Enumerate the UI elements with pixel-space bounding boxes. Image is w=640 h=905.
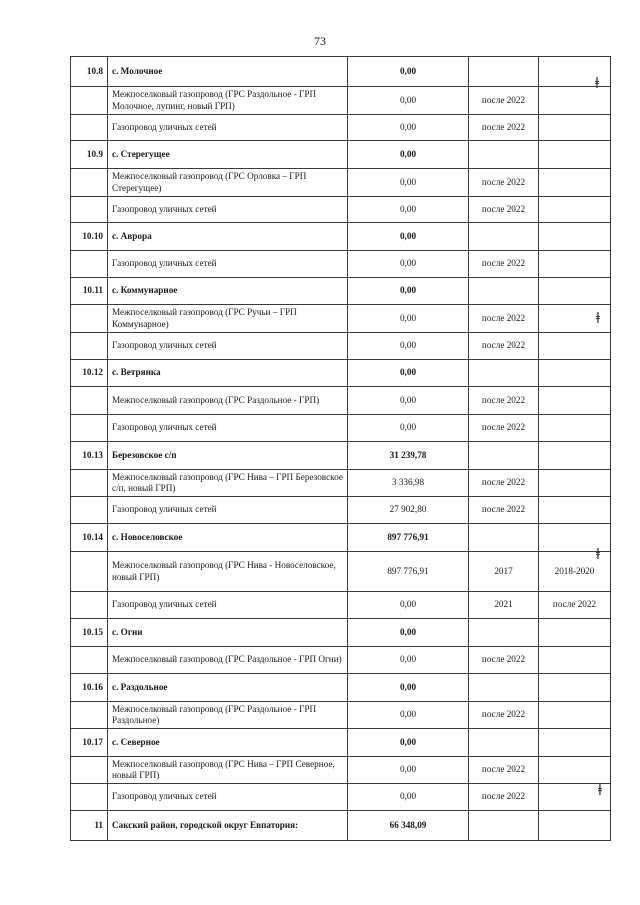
row-name: Газопровод уличных сетей xyxy=(108,333,348,360)
row-name: Газопровод уличных сетей xyxy=(108,784,348,811)
row-year-end xyxy=(539,497,611,524)
row-year-start: после 2022 xyxy=(469,497,539,524)
row-year-end xyxy=(539,169,611,197)
row-value: 0,00 xyxy=(348,141,469,169)
row-number xyxy=(71,197,108,223)
row-year-start: после 2022 xyxy=(469,251,539,278)
row-value: 0,00 xyxy=(348,87,469,115)
row-value: 0,00 xyxy=(348,57,469,87)
row-year-end xyxy=(539,647,611,674)
row-value: 0,00 xyxy=(348,674,469,702)
row-name: Березовское с/п xyxy=(108,442,348,470)
row-name: Газопровод уличных сетей xyxy=(108,497,348,524)
row-number: 10.15 xyxy=(71,619,108,647)
row-year-start: после 2022 xyxy=(469,115,539,141)
row-number xyxy=(71,552,108,592)
table-row xyxy=(71,674,611,702)
row-name: Межпоселковый газопровод (ГРС Орловка – ГРП Стерегущее) xyxy=(108,169,348,197)
row-year-end xyxy=(539,87,611,115)
table-row xyxy=(71,497,611,524)
table-row xyxy=(71,552,611,592)
row-year-start: после 2022 xyxy=(469,702,539,729)
row-number xyxy=(71,87,108,115)
row-year-start xyxy=(469,223,539,251)
row-name: с. Новоселовское xyxy=(108,524,348,552)
row-value: 27 902,80 xyxy=(348,497,469,524)
row-number: 10.8 xyxy=(71,57,108,87)
row-number xyxy=(71,702,108,729)
row-year-end xyxy=(539,757,611,784)
row-name: Межпоселковый газопровод (ГРС Нива - Новоселовское, новый ГРП) xyxy=(108,552,348,592)
table-row xyxy=(71,811,611,841)
row-name: с. Стерегущее xyxy=(108,141,348,169)
row-year-start xyxy=(469,619,539,647)
row-number: 10.16 xyxy=(71,674,108,702)
row-year-start xyxy=(469,360,539,387)
row-year-end xyxy=(539,387,611,415)
row-year-end xyxy=(539,470,611,497)
row-year-start: после 2022 xyxy=(469,647,539,674)
table-row xyxy=(71,592,611,619)
row-name: с. Раздольное xyxy=(108,674,348,702)
row-number xyxy=(71,592,108,619)
row-value: 0,00 xyxy=(348,757,469,784)
row-number: 10.13 xyxy=(71,442,108,470)
row-value: 0,00 xyxy=(348,702,469,729)
row-value: 0,00 xyxy=(348,415,469,442)
table-row xyxy=(71,251,611,278)
row-name: Газопровод уличных сетей xyxy=(108,115,348,141)
row-value: 0,00 xyxy=(348,278,469,305)
table-row xyxy=(71,278,611,305)
row-value: 66 348,09 xyxy=(348,811,469,841)
table-row xyxy=(71,784,611,811)
row-year-end xyxy=(539,619,611,647)
row-year-start xyxy=(469,442,539,470)
row-year-start: после 2022 xyxy=(469,784,539,811)
row-number: 10.11 xyxy=(71,278,108,305)
row-year-start xyxy=(469,811,539,841)
table-row xyxy=(71,305,611,333)
row-value: 0,00 xyxy=(348,197,469,223)
row-year-end xyxy=(539,278,611,305)
row-number xyxy=(71,415,108,442)
table-row xyxy=(71,141,611,169)
row-year-end xyxy=(539,674,611,702)
row-year-end xyxy=(539,57,611,87)
row-name: с. Аврора xyxy=(108,223,348,251)
row-year-end xyxy=(539,702,611,729)
row-number xyxy=(71,305,108,333)
table-row xyxy=(71,87,611,115)
row-year-end xyxy=(539,415,611,442)
row-number xyxy=(71,115,108,141)
row-value: 897 776,91 xyxy=(348,524,469,552)
row-year-end xyxy=(539,360,611,387)
row-year-start: после 2022 xyxy=(469,305,539,333)
table-row xyxy=(71,333,611,360)
table-row xyxy=(71,197,611,223)
table-row xyxy=(71,729,611,757)
row-value: 0,00 xyxy=(348,729,469,757)
row-name: Газопровод уличных сетей xyxy=(108,197,348,223)
row-year-end: 2018-2020 xyxy=(539,552,611,592)
row-number: 10.14 xyxy=(71,524,108,552)
row-year-start: 2021 xyxy=(469,592,539,619)
check-mark-icon: ⱡ xyxy=(595,76,599,92)
row-name: Межпоселковый газопровод (ГРС Раздольное - ГРП Молочное, лупинг, новый ГРП) xyxy=(108,87,348,115)
row-value: 31 239,78 xyxy=(348,442,469,470)
table-row xyxy=(71,387,611,415)
table-row xyxy=(71,57,611,87)
row-year-start xyxy=(469,524,539,552)
row-value: 0,00 xyxy=(348,333,469,360)
row-value: 0,00 xyxy=(348,387,469,415)
row-number xyxy=(71,333,108,360)
table-row xyxy=(71,115,611,141)
row-name: Сакский район, городской округ Евпатория: xyxy=(108,811,348,841)
row-number: 10.10 xyxy=(71,223,108,251)
row-year-end xyxy=(539,442,611,470)
row-year-start xyxy=(469,729,539,757)
row-year-end xyxy=(539,223,611,251)
check-mark-icon: ⱡ xyxy=(596,311,600,327)
row-value: 0,00 xyxy=(348,360,469,387)
row-year-start xyxy=(469,278,539,305)
row-name: Межпоселковый газопровод (ГРС Нива – ГРП Северное, новый ГРП) xyxy=(108,757,348,784)
row-year-end xyxy=(539,811,611,841)
row-number: 10.17 xyxy=(71,729,108,757)
row-name: Межпоселковый газопровод (ГРС Нива – ГРП Березовское с/п, новый ГРП) xyxy=(108,470,348,497)
row-value: 0,00 xyxy=(348,115,469,141)
row-year-end xyxy=(539,141,611,169)
row-number xyxy=(71,784,108,811)
row-year-end xyxy=(539,115,611,141)
table-row xyxy=(71,360,611,387)
table-row xyxy=(71,169,611,197)
table-row xyxy=(71,757,611,784)
row-name: Газопровод уличных сетей xyxy=(108,592,348,619)
check-mark-icon: ⱡ xyxy=(596,547,600,563)
row-name: с. Северное xyxy=(108,729,348,757)
table-row xyxy=(71,415,611,442)
row-name: Межпоселковый газопровод (ГРС Раздольное - ГРП Огни) xyxy=(108,647,348,674)
row-value: 0,00 xyxy=(348,647,469,674)
row-value: 0,00 xyxy=(348,251,469,278)
row-name: Межпоселковый газопровод (ГРС Раздольное - ГРП Раздольное) xyxy=(108,702,348,729)
row-year-start: после 2022 xyxy=(469,333,539,360)
table-row xyxy=(71,442,611,470)
row-number xyxy=(71,647,108,674)
row-name: Газопровод уличных сетей xyxy=(108,415,348,442)
row-number: 10.9 xyxy=(71,141,108,169)
row-year-start: после 2022 xyxy=(469,197,539,223)
table-row xyxy=(71,470,611,497)
row-year-start: после 2022 xyxy=(469,757,539,784)
table-row xyxy=(71,619,611,647)
row-year-end xyxy=(539,729,611,757)
row-year-start: после 2022 xyxy=(469,169,539,197)
row-name: с. Огни xyxy=(108,619,348,647)
check-mark-icon: ⱡ xyxy=(598,783,602,799)
row-year-end xyxy=(539,251,611,278)
row-value: 0,00 xyxy=(348,784,469,811)
row-year-start: после 2022 xyxy=(469,415,539,442)
row-number xyxy=(71,387,108,415)
row-name: Газопровод уличных сетей xyxy=(108,251,348,278)
row-year-end xyxy=(539,197,611,223)
row-year-start xyxy=(469,141,539,169)
row-number: 10.12 xyxy=(71,360,108,387)
table-row xyxy=(71,647,611,674)
table-row xyxy=(71,702,611,729)
row-number xyxy=(71,251,108,278)
row-value: 0,00 xyxy=(348,169,469,197)
row-value: 3 336,98 xyxy=(348,470,469,497)
row-number xyxy=(71,169,108,197)
row-name: с. Коммунарное xyxy=(108,278,348,305)
row-name: с. Молочное xyxy=(108,57,348,87)
row-name: Межпоселковый газопровод (ГРС Раздольное - ГРП) xyxy=(108,387,348,415)
row-year-end: после 2022 xyxy=(539,592,611,619)
row-year-end xyxy=(539,333,611,360)
row-number: 11 xyxy=(71,811,108,841)
row-year-start xyxy=(469,57,539,87)
row-year-start: после 2022 xyxy=(469,87,539,115)
page-number: 73 xyxy=(314,34,326,48)
gas-pipeline-table xyxy=(70,56,611,841)
row-value: 0,00 xyxy=(348,592,469,619)
row-name: с. Ветрянка xyxy=(108,360,348,387)
row-value: 0,00 xyxy=(348,305,469,333)
row-value: 0,00 xyxy=(348,223,469,251)
row-number xyxy=(71,497,108,524)
row-name: Межпоселковый газопровод (ГРС Ручьи – ГРП Коммунарное) xyxy=(108,305,348,333)
row-year-start xyxy=(469,674,539,702)
row-year-start: 2017 xyxy=(469,552,539,592)
row-year-start: после 2022 xyxy=(469,470,539,497)
row-value: 897 776,91 xyxy=(348,552,469,592)
row-year-start: после 2022 xyxy=(469,387,539,415)
row-number xyxy=(71,470,108,497)
row-number xyxy=(71,757,108,784)
table-row xyxy=(71,223,611,251)
row-value: 0,00 xyxy=(348,619,469,647)
table-row xyxy=(71,524,611,552)
